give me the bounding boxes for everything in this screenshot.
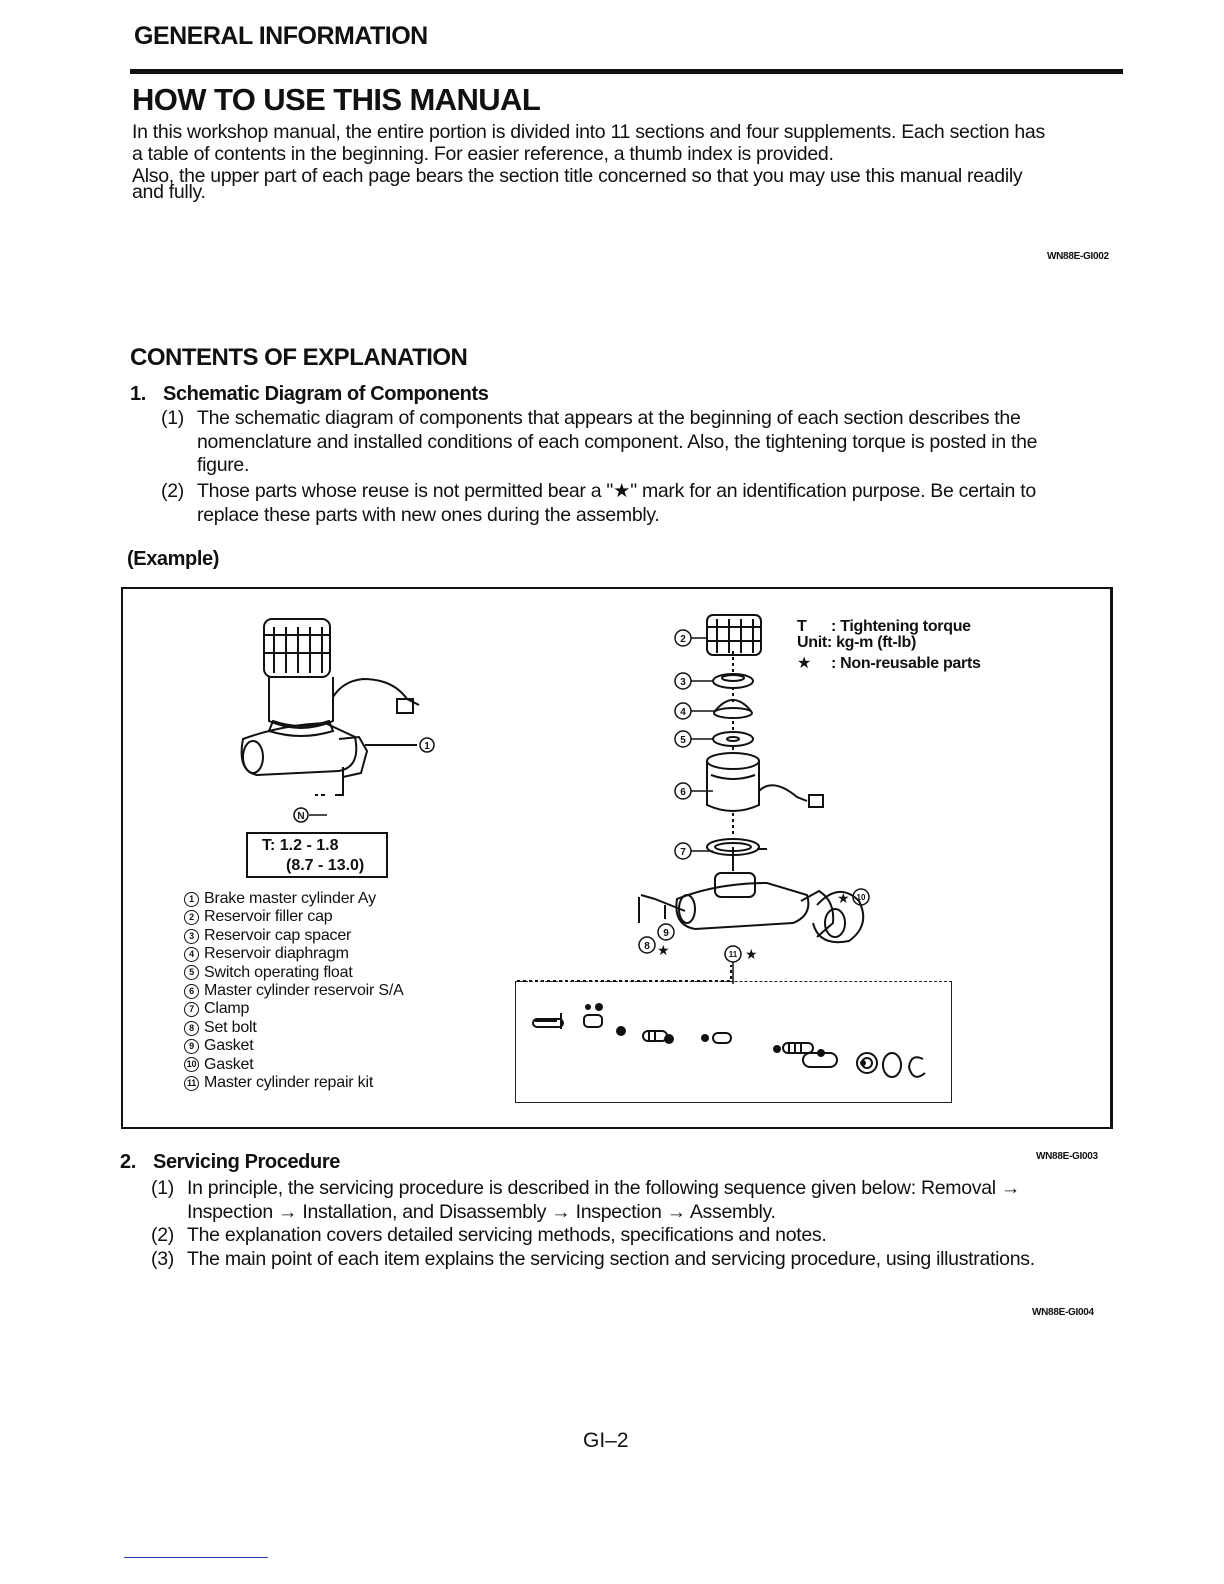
legend-item: [184, 1019, 404, 1037]
callout-5-label: 5: [680, 735, 686, 746]
legend-label: Reservoir cap spacer: [204, 926, 352, 944]
header-rule: [130, 69, 1123, 74]
legend-number: 6: [184, 984, 199, 999]
sub-line: The main point of each item explains the servicing section and servicing procedure, using illustrations.: [187, 1248, 1035, 1270]
sub-line: figure.: [197, 454, 250, 476]
callout-9-label: 9: [663, 928, 669, 939]
key-star-symbol: ★: [797, 653, 812, 672]
non-reusable-star: ★: [837, 891, 850, 907]
callout-4-label: 4: [680, 707, 686, 718]
sub-number: (2): [161, 480, 184, 502]
key-star-text: : Non-reusable parts: [831, 655, 981, 672]
item-title: Servicing Procedure: [153, 1151, 340, 1173]
legend-number: 4: [184, 947, 199, 962]
legend-number: 1: [184, 892, 199, 907]
legend-item: [184, 1037, 404, 1055]
legend-label: Switch operating float: [204, 963, 353, 981]
legend-number: 2: [184, 910, 199, 925]
non-reusable-star: ★: [657, 943, 670, 959]
sub-line: In principle, the servicing procedure is described in the following sequence given below: Removal →: [187, 1177, 1021, 1199]
legend-item: [184, 945, 404, 963]
sub-number: (1): [161, 407, 184, 429]
sub-paragraph: [151, 1177, 1121, 1227]
footer-line: [124, 1557, 268, 1558]
sub-number: (1): [151, 1177, 174, 1199]
sub-paragraph: [161, 480, 1121, 530]
legend-item: [184, 908, 404, 926]
sub-number: (3): [151, 1248, 174, 1270]
page-number: GI–2: [583, 1429, 629, 1452]
page-title: HOW TO USE THIS MANUAL: [132, 82, 541, 117]
legend-item: [184, 1056, 404, 1074]
legend-item: [184, 982, 404, 1000]
item-number: 2.: [120, 1151, 136, 1173]
torque-spec-box: [246, 832, 388, 878]
parts-legend: [184, 890, 404, 1092]
key-t-symbol: T: [797, 618, 807, 635]
legend-item: [184, 964, 404, 982]
callout-11-label: 11: [728, 950, 738, 959]
sub-number: (2): [151, 1224, 174, 1246]
example-label: (Example): [127, 548, 219, 570]
repair-kit-parts-drawing: [533, 1013, 925, 1077]
intro-line: and fully.: [132, 181, 206, 203]
legend-label: Reservoir filler cap: [204, 908, 333, 926]
key-unit-text: : kg-m (ft-lb): [826, 634, 917, 651]
legend-label: Clamp: [204, 1000, 250, 1018]
legend-number: 11: [184, 1076, 199, 1091]
callout-3-label: 3: [680, 677, 686, 688]
callout-6-label: 6: [680, 787, 686, 798]
key-t-text: : Tightening torque: [831, 618, 971, 635]
callout-2-label: 2: [680, 634, 686, 645]
sub-paragraph: [151, 1248, 1121, 1272]
legend-item: [184, 890, 404, 908]
sub-line: The schematic diagram of components that appears at the beginning of each section describes the: [197, 407, 1021, 429]
reference-code: WN88E-GI004: [1032, 1307, 1094, 1318]
intro-line: a table of contents in the beginning. For easier reference, a thumb index is provided.: [132, 143, 834, 165]
legend-number: 3: [184, 929, 199, 944]
legend-item: [184, 927, 404, 945]
legend-number: 10: [184, 1057, 199, 1072]
section-header: GENERAL INFORMATION: [134, 22, 428, 50]
legend-label: Set bolt: [204, 1018, 257, 1036]
legend-label: Master cylinder reservoir S/A: [204, 982, 404, 1000]
legend-number: 8: [184, 1021, 199, 1036]
sub-line: The explanation covers detailed servicing methods, specifications and notes.: [187, 1224, 827, 1246]
contents-heading: CONTENTS OF EXPLANATION: [130, 344, 468, 371]
legend-label: Brake master cylinder Ay: [204, 890, 376, 907]
assembled-cylinder-drawing: [242, 619, 419, 795]
legend-number: 7: [184, 1002, 199, 1017]
legend-label: Reservoir diaphragm: [204, 945, 349, 963]
reference-code: WN88E-GI002: [1047, 251, 1109, 262]
sub-paragraph: [161, 407, 1121, 477]
sub-line: replace these parts with new ones during the assembly.: [197, 504, 660, 526]
legend-number: 5: [184, 965, 199, 980]
item-title: Schematic Diagram of Components: [163, 383, 489, 405]
key-unit-symbol: Unit: [797, 634, 827, 651]
callout-8-label: 8: [644, 941, 650, 952]
symbol-key: [797, 617, 981, 674]
legend-item: [184, 1074, 404, 1092]
sub-line: Those parts whose reuse is not permitted bear a "★" mark for an identification purpose. Be certain to: [197, 480, 1036, 502]
legend-label: Gasket: [204, 1037, 254, 1055]
non-reusable-star: ★: [745, 947, 758, 963]
legend-label: Master cylinder repair kit: [204, 1074, 374, 1092]
legend-label: Gasket: [204, 1055, 254, 1073]
sub-line: Inspection → Installation, and Disassembly → Inspection → Assembly.: [187, 1201, 776, 1223]
intro-line: Also, the upper part of each page bears the section title concerned so that you may use this manual readily: [132, 165, 1023, 187]
item-number: 1.: [130, 383, 146, 405]
sub-line: nomenclature and installed conditions of each component. Also, the tightening torque is posted in the: [197, 431, 1038, 453]
torque-value-ftlb: (8.7 - 13.0): [286, 857, 365, 874]
torque-value: T: 1.2 - 1.8: [262, 837, 339, 854]
callout-n-label: N: [297, 811, 305, 822]
intro-paragraph: [132, 121, 1124, 203]
sub-paragraph: [151, 1224, 1121, 1248]
legend-number: 9: [184, 1039, 199, 1054]
legend-item: [184, 1000, 404, 1018]
reference-code: WN88E-GI003: [1036, 1151, 1098, 1162]
callout-7-label: 7: [680, 847, 686, 858]
callout-1-label: 1: [424, 741, 430, 752]
callout-10-label: 10: [856, 893, 866, 902]
intro-line: In this workshop manual, the entire portion is divided into 11 sections and four supplements. Each section has: [132, 121, 1045, 143]
